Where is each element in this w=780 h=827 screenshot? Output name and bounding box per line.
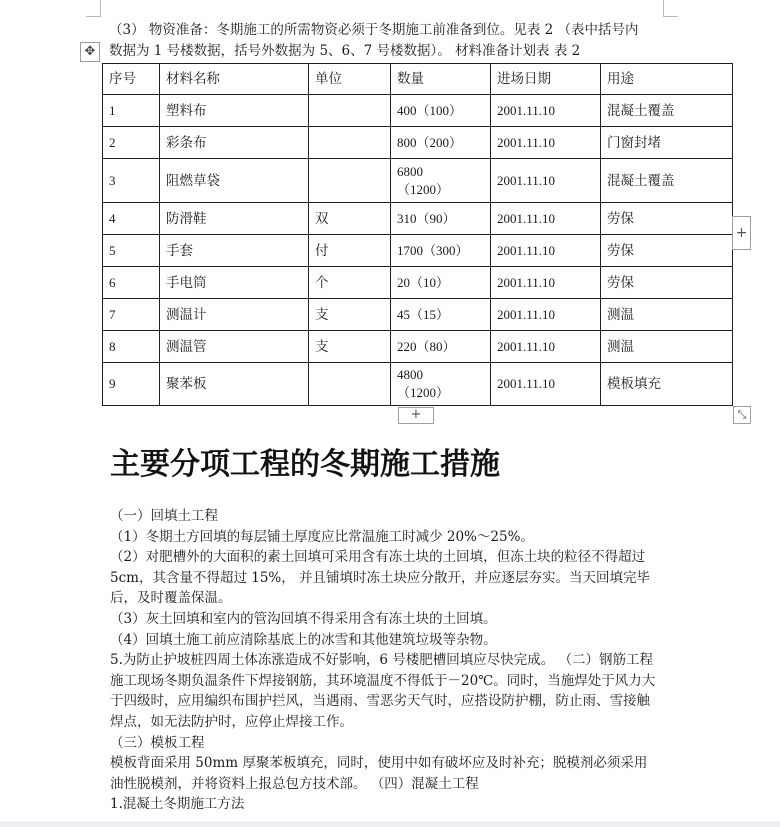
cell-use[interactable]: 混凝土覆盖 [601, 95, 733, 127]
body-line: （1）冬期土方回填的每层铺土厚度应比常温施工时减少 20%～25%。 [110, 528, 534, 545]
body-line: 焊点，如无法防护时，应停止焊接工作。 [110, 713, 353, 730]
cell-unit[interactable] [309, 363, 391, 406]
cell-name[interactable]: 彩条布 [160, 127, 309, 159]
body-line: 于四级时，应用编织布围护拦风，当遇雨、雪恶劣天气时，应搭设防护棚，防止雨、雪接触 [110, 693, 650, 710]
cell-date[interactable]: 2001.11.10 [491, 95, 601, 127]
cell-name[interactable]: 聚苯板 [160, 363, 309, 406]
cell-unit[interactable] [309, 95, 391, 127]
body-paragraphs [110, 506, 655, 815]
page-margin-corner-left [86, 0, 101, 17]
header-cell[interactable]: 数量 [391, 64, 491, 95]
cell-no[interactable]: 6 [103, 267, 160, 299]
qty-line-1: 6800 [397, 163, 423, 179]
body-line: 油性脱模剂，并将资料上报总包方技术部。 （四）混凝土工程 [110, 775, 479, 792]
cell-no[interactable]: 7 [103, 299, 160, 331]
cell-no[interactable]: 9 [103, 363, 160, 406]
page-bottom-edge [0, 821, 780, 827]
table-row [103, 127, 733, 159]
header-cell[interactable]: 用途 [601, 64, 733, 95]
cell-name[interactable]: 测温管 [160, 331, 309, 363]
body-line: 施工现场冬期负温条件下焊接钢筋，其环境温度不得低于－20℃。同时，当施焊处于风力大 [110, 672, 656, 689]
body-line: （4）回填土施工前应清除基底上的冰雪和其他建筑垃圾等杂物。 [110, 631, 497, 648]
section-heading: 主要分项工程的冬期施工措施 [110, 447, 500, 482]
materials-table [102, 63, 733, 406]
header-cell[interactable]: 序号 [103, 64, 160, 95]
cell-qty[interactable]: 45（15） [391, 299, 491, 331]
qty-line-2: （1200） [397, 385, 450, 400]
body-line: 5.为防止护坡桩四周土体冻涨造成不好影响，6 号楼肥槽回填应尽快完成。 （二）钢筋工程 [110, 652, 654, 669]
cell-qty[interactable] [391, 159, 491, 203]
cell-unit[interactable] [309, 159, 391, 203]
cell-date[interactable]: 2001.11.10 [491, 203, 601, 235]
body-line: （一）回填土工程 [110, 508, 218, 524]
cell-no[interactable]: 1 [103, 95, 160, 127]
qty-line-2: （1200） [397, 181, 450, 197]
intro-line-1: （3） 物资准备：冬期施工的所需物资必须于冬期施工前准备到位。见表 2 （表中括号内 [109, 22, 639, 38]
cell-no[interactable]: 2 [103, 127, 160, 159]
table-row [103, 267, 733, 299]
cell-use[interactable]: 门窗封堵 [601, 127, 733, 159]
cell-use[interactable]: 劳保 [601, 203, 733, 235]
cell-qty[interactable]: 800（200） [391, 127, 491, 159]
header-cell[interactable]: 材料名称 [160, 64, 309, 95]
intro-paragraph [109, 20, 639, 62]
table-move-handle-icon[interactable]: ✥ [80, 42, 100, 62]
body-line: （2）对肥槽外的大面积的素土回填可采用含有冻土块的土回填，但冻土块的粒径不得超过 [110, 549, 646, 566]
header-cell[interactable]: 单位 [309, 64, 391, 95]
table-row [103, 95, 733, 127]
cell-name[interactable]: 测温计 [160, 299, 309, 331]
body-line: 5cm，其含量不得超过 15%， 并且铺填时冻土块应分散开，并应逐层夯实。当天回填完毕 [110, 569, 651, 586]
body-line: 模板背面采用 50mm 厚聚苯板填充，同时，使用中如有破坏应及时补充；脱模剂必须采用 [110, 755, 648, 772]
body-line: （3）灰土回填和室内的管沟回填不得采用含有冻土块的土回填。 [110, 610, 497, 627]
cell-name[interactable]: 手套 [160, 235, 309, 267]
cell-name[interactable]: 塑料布 [160, 95, 309, 127]
intro-line-2: 数据为 1 号楼数据，括号外数据为 5、6、7 号楼数据）。 材料准备计划表 表 2 [109, 43, 581, 59]
cell-no[interactable]: 3 [103, 159, 160, 203]
cell-use[interactable]: 混凝土覆盖 [601, 159, 733, 203]
cell-date[interactable]: 2001.11.10 [491, 267, 601, 299]
cell-qty[interactable]: 20（10） [391, 267, 491, 299]
table-row [103, 299, 733, 331]
cell-unit[interactable] [309, 127, 391, 159]
add-row-button[interactable]: + [398, 407, 434, 424]
cell-date[interactable]: 2001.11.10 [491, 127, 601, 159]
table-row [103, 159, 733, 203]
cell-qty[interactable]: 1700（300） [391, 235, 491, 267]
body-line: （三）模板工程 [110, 734, 205, 751]
cell-no[interactable]: 5 [103, 235, 160, 267]
cell-unit[interactable]: 个 [309, 267, 391, 299]
cell-date[interactable]: 2001.11.10 [491, 159, 601, 203]
cell-date[interactable]: 2001.11.10 [491, 363, 601, 406]
add-column-button[interactable]: + [732, 216, 751, 250]
cell-unit[interactable]: 支 [309, 299, 391, 331]
cell-use[interactable]: 劳保 [601, 235, 733, 267]
cell-qty[interactable]: 310（90） [391, 203, 491, 235]
table-resize-icon[interactable]: ⤡ [733, 406, 751, 424]
cell-no[interactable]: 8 [103, 331, 160, 363]
qty-line-1: 4800 [397, 367, 423, 382]
cell-no[interactable]: 4 [103, 203, 160, 235]
cell-use[interactable]: 模板填充 [601, 363, 733, 406]
cell-qty[interactable] [391, 363, 491, 406]
cell-unit[interactable]: 双 [309, 203, 391, 235]
body-line: 后，及时覆盖保温。 [110, 590, 232, 607]
table-row [103, 203, 733, 235]
body-line: 1.混凝土冬期施工方法 [110, 796, 245, 813]
cell-name[interactable]: 阻燃草袋 [160, 159, 309, 203]
cell-date[interactable]: 2001.11.10 [491, 235, 601, 267]
table-row [103, 363, 733, 406]
cell-use[interactable]: 劳保 [601, 267, 733, 299]
page-margin-corner-right [663, 0, 678, 17]
cell-name[interactable]: 手电筒 [160, 267, 309, 299]
table-row [103, 331, 733, 363]
header-cell[interactable]: 进场日期 [491, 64, 601, 95]
table-row [103, 235, 733, 267]
cell-qty[interactable]: 400（100） [391, 95, 491, 127]
table-header-row [103, 64, 733, 95]
cell-use[interactable]: 测温 [601, 299, 733, 331]
cell-unit[interactable]: 支 [309, 331, 391, 363]
cell-date[interactable]: 2001.11.10 [491, 299, 601, 331]
cell-qty[interactable]: 220（80） [391, 331, 491, 363]
cell-name[interactable]: 防滑鞋 [160, 203, 309, 235]
cell-use[interactable]: 测温 [601, 331, 733, 363]
cell-unit[interactable]: 付 [309, 235, 391, 267]
cell-date[interactable]: 2001.11.10 [491, 331, 601, 363]
